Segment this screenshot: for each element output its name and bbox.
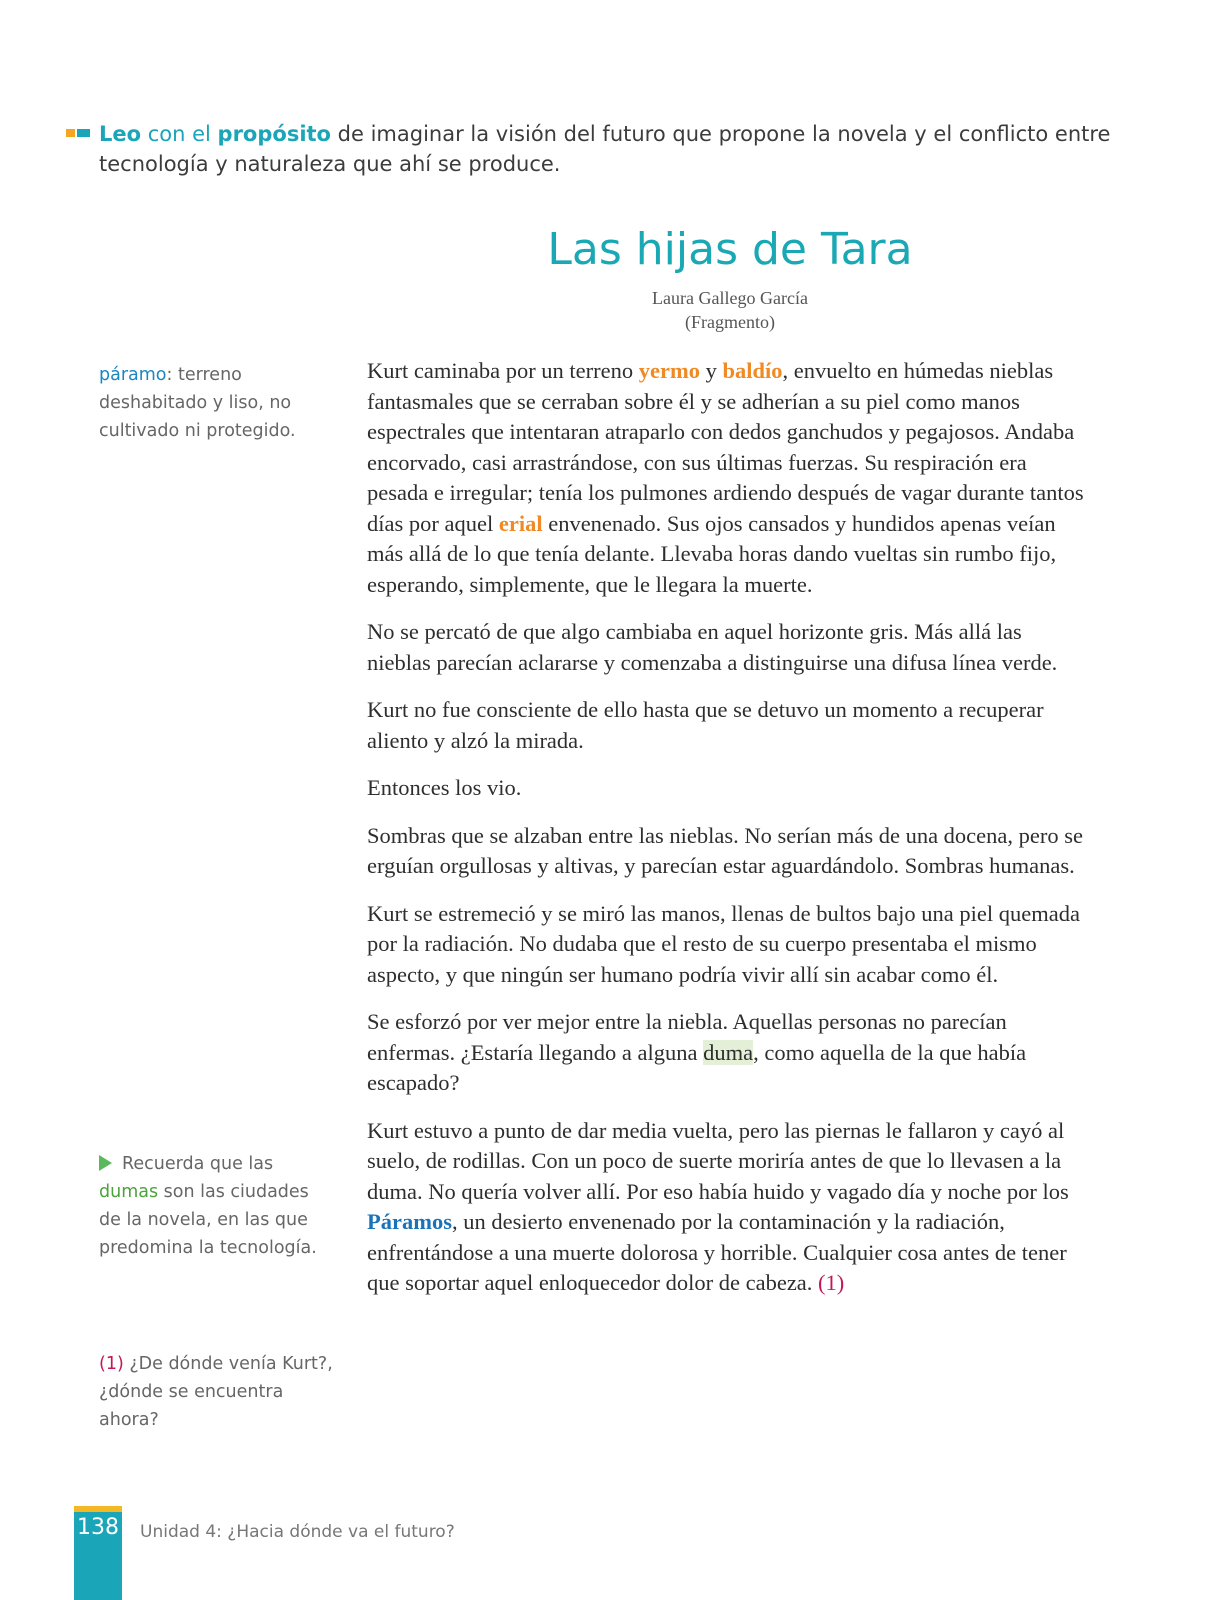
play-triangle-icon xyxy=(99,1155,112,1171)
unit-title: Unidad 4: ¿Hacia dónde va el futuro? xyxy=(140,1522,455,1542)
reading-purpose-text: Leo con el propósito de imaginar la visión del futuro que propone la novela y el conflicto entre tecnología y naturaleza que ahí se produce. xyxy=(99,122,1111,176)
glossary-word-yermo: yermo xyxy=(638,358,700,383)
glossary-word-erial: erial xyxy=(498,510,543,536)
story-body xyxy=(367,356,1087,1316)
story-paragraph-7: Se esforzó por ver mejor entre la niebla. Aquellas personas no parecían enfermas. ¿Estaría llegando a alguna duma, como aquella de la que había escapado? xyxy=(367,1009,1027,1095)
glossary-word-baldio: baldío xyxy=(722,358,783,383)
reminder-note: Recuerda que las dumas son las ciudades de la novela, en las que predomina la tecnología. xyxy=(99,1154,317,1258)
highlighted-word-duma: duma xyxy=(703,1039,754,1065)
bullet-marker-icon xyxy=(66,129,90,137)
author-name: Laura Gallego García xyxy=(652,288,808,308)
glossary-definition: : terreno deshabitado y liso, no cultivado ni protegido. xyxy=(99,365,296,441)
story-paragraph-1: Kurt caminaba por un terreno yermo y baldío, envuelto en húmedas nieblas fantasmales que se cerraban sobre él y se adherían a su piel como manos espectrales que intentaran atraparlo con dedos ganchudos y pegajosos. Andaba encorvado, casi arrastrándose, con sus últimas fuerzas. Su respiración era pesada e irregular; tenía los pulmones ardiendo después de vagar durante tantos días por aquel erial envenenado. Sus ojos cansados y hundidos apenas veían más allá de lo que tenía delante. Llevaba horas dando vueltas sin rumbo fijo, esperando, simplemente, que le llegara la muerte. xyxy=(367,358,1084,597)
margin-question xyxy=(99,1350,334,1434)
glossary-note xyxy=(99,361,334,445)
story-paragraph-5: Sombras que se alzaban entre las nieblas. No serían más de una docena, pero se erguían orgullosas y altivas, y parecían estar aguardándolo. Sombras humanas. xyxy=(367,822,1083,878)
story-paragraph-3: Kurt no fue consciente de ello hasta que se detuvo un momento a recuperar aliento y alzó la mirada. xyxy=(367,697,1044,753)
question-text: ¿De dónde venía Kurt?, ¿dónde se encuentra ahora? xyxy=(99,1354,333,1430)
story-paragraph-2: No se percató de que algo cambiaba en aquel horizonte gris. Más allá las nieblas parecían aclararse y comenzaba a distinguirse una difusa línea verde. xyxy=(367,619,1058,675)
glossary-term: páramo xyxy=(99,365,167,385)
reminder-term: dumas xyxy=(99,1182,159,1202)
story-paragraph-6: Kurt se estremeció y se miró las manos, llenas de bultos bajo una piel quemada por la radiación. No dudaba que el resto de su cuerpo presentaba el mismo aspecto, y que ningún ser humano podría vivir allí sin acabar como él. xyxy=(367,900,1080,987)
page-tab-accent xyxy=(74,1506,122,1512)
page-number: 138 xyxy=(77,1515,119,1540)
story-paragraph-8: Kurt estuvo a punto de dar media vuelta, pero las piernas le fallaron y cayó al suelo, de rodillas. Con un poco de suerte moriría antes de que lo llevasen a la duma. No quería volver allí. Por eso había huido y vagado día y noche por los Páramos, un desierto envenenado por la contaminación y la radiación, enfrentándose a una muerte dolorosa y horrible. Cualquier cosa antes de tener que soportar aquel enloquecedor dolor de cabeza. (1) xyxy=(367,1117,1069,1295)
question-number: (1) xyxy=(99,1354,124,1374)
fragment-label: (Fragmento) xyxy=(685,312,775,332)
reading-purpose xyxy=(66,119,1126,179)
question-reference: (1) xyxy=(818,1270,845,1295)
story-title: Las hijas de Tara xyxy=(547,224,913,275)
story-paragraph-4: Entonces los vio. xyxy=(367,775,522,800)
glossary-word-paramos: Páramos xyxy=(367,1209,452,1234)
